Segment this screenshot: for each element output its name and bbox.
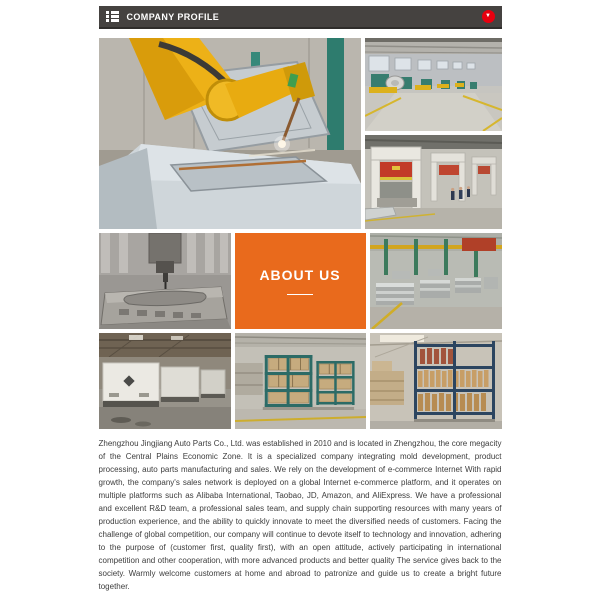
section-header bbox=[99, 6, 502, 29]
molding-machines-photo bbox=[99, 333, 231, 429]
storage-racks-photo bbox=[235, 333, 366, 429]
company-description: Zhengzhou Jingjiang Auto Parts Co., Ltd. was established in 2010 and is located in Zhengzhou, the core megacity of the Central Plains Economic Zone. It is a specialized company integrating mold development, product processing, auto parts manufacturing and sales. We rely on the development of e-commerce Internet With rapid growth, the company's sales network is deployed on a global Internet e-commerce platform, and it operates on multiple platforms such as Alibaba International, Taobao, JD, Amazon, and AliExpress. We have a professional and excellent R&D team, a professional sales team, and supply chain supporting resources with many years of production experience, and the ability to quickly innovate to meet the diversified needs of customers. Facing the challenge of global competition, our company will continue to devote itself to technology and innovation, adhering to the purpose of (customer first, quality first), with an open attitude, actively participating in international competition and other cooperation, with more advanced products and better quality The service gives back to the society. Warmly welcome customers at home and abroad to patronize and guide us to create a bright future together. bbox=[98, 439, 502, 591]
section-title: COMPANY PROFILE bbox=[126, 11, 220, 22]
collapse-arrow-icon[interactable]: ▼ bbox=[482, 10, 495, 23]
factory-hall-photo bbox=[365, 38, 502, 131]
welding-robot-photo bbox=[99, 38, 361, 229]
about-us-tile bbox=[235, 233, 366, 329]
press-line-photo bbox=[365, 135, 502, 229]
list-icon bbox=[106, 11, 119, 22]
photo-collage bbox=[99, 38, 502, 429]
cnc-mold-photo bbox=[99, 233, 231, 329]
about-us-underline bbox=[287, 294, 313, 295]
parts-racks-photo bbox=[370, 333, 502, 429]
company-profile-page bbox=[99, 0, 502, 593]
sheet-warehouse-photo bbox=[370, 233, 502, 329]
about-us-label: ABOUT US bbox=[259, 267, 341, 283]
